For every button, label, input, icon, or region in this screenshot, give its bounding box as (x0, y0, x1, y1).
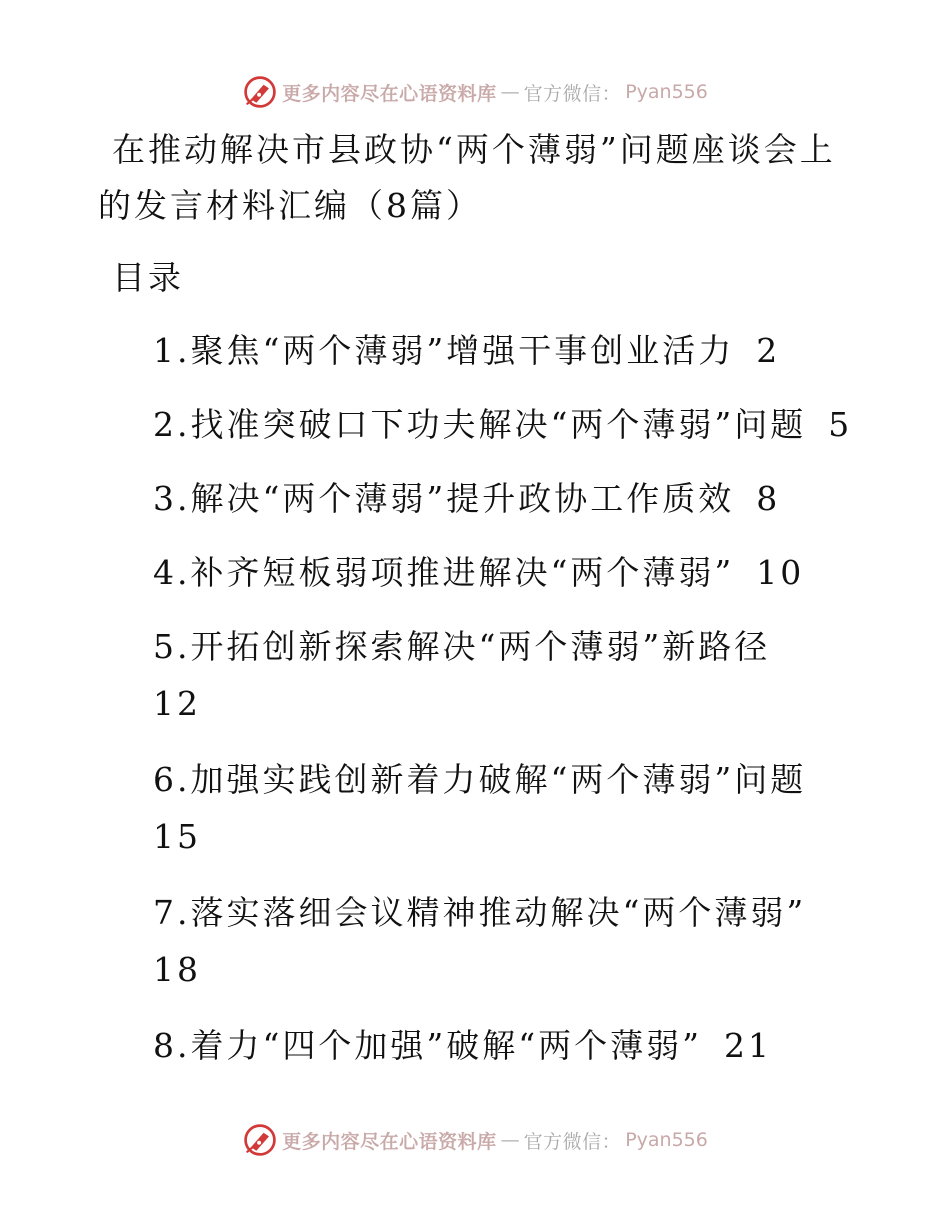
toc-item-5[interactable] (153, 618, 873, 732)
banner-sub-text: 官方微信： (523, 1130, 622, 1153)
banner-main-text: 更多内容尽在心语资料库 (282, 82, 497, 105)
pen-nib-logo-icon (242, 1122, 278, 1158)
header-watermark-banner (0, 70, 950, 114)
document-title (98, 122, 858, 234)
toc-item-label: 5.开拓创新探索解决“两个薄弱”新路径 (153, 627, 771, 666)
toc-item-page: 12 (153, 684, 201, 723)
toc-item-label: 1.聚焦“两个薄弱”增强干事创业活力 (153, 331, 735, 370)
banner-wechat-id: Pyan556 (625, 1129, 708, 1151)
banner-dash: — (500, 81, 520, 103)
banner-dash: — (500, 1129, 520, 1151)
toc-item-page: 8 (756, 479, 781, 518)
toc-item-label: 6.加强实践创新着力破解“两个薄弱”问题 (153, 760, 807, 799)
toc-item-page: 18 (153, 950, 201, 989)
toc-item-page: 21 (723, 1026, 772, 1065)
toc-item-8[interactable] (153, 1017, 873, 1074)
toc-item-label: 2.找准突破口下功夫解决“两个薄弱”问题 (153, 405, 807, 444)
toc-item-page: 5 (828, 405, 853, 444)
toc-item-label: 7.落实落细会议精神推动解决“两个薄弱” (153, 893, 807, 932)
toc-item-2[interactable] (153, 396, 873, 453)
toc-item-page: 15 (153, 817, 201, 856)
toc-item-7[interactable] (153, 884, 873, 998)
toc-item-label: 4.补齐短板弱项推进解决“两个薄弱” (153, 553, 735, 592)
toc-item-3[interactable] (153, 470, 873, 527)
document-title-text: 在推动解决市县政协“两个薄弱”问题座谈会上的发言材料汇编（8篇） (98, 130, 836, 225)
footer-watermark-banner (0, 1118, 950, 1162)
toc-item-page: 2 (756, 331, 781, 370)
toc-item-6[interactable] (153, 751, 873, 865)
table-of-contents (153, 322, 873, 1091)
banner-wechat-id: Pyan556 (625, 81, 708, 103)
banner-sub-text: 官方微信： (523, 82, 622, 105)
toc-item-label: 3.解决“两个薄弱”提升政协工作质效 (153, 479, 735, 518)
toc-item-label: 8.着力“四个加强”破解“两个薄弱” (153, 1026, 702, 1065)
pen-nib-logo-icon (242, 74, 278, 110)
banner-main-text: 更多内容尽在心语资料库 (282, 1130, 497, 1153)
toc-item-4[interactable] (153, 544, 873, 601)
toc-heading: 目录 (112, 258, 184, 297)
toc-item-page: 10 (756, 553, 805, 592)
toc-item-1[interactable] (153, 322, 873, 379)
